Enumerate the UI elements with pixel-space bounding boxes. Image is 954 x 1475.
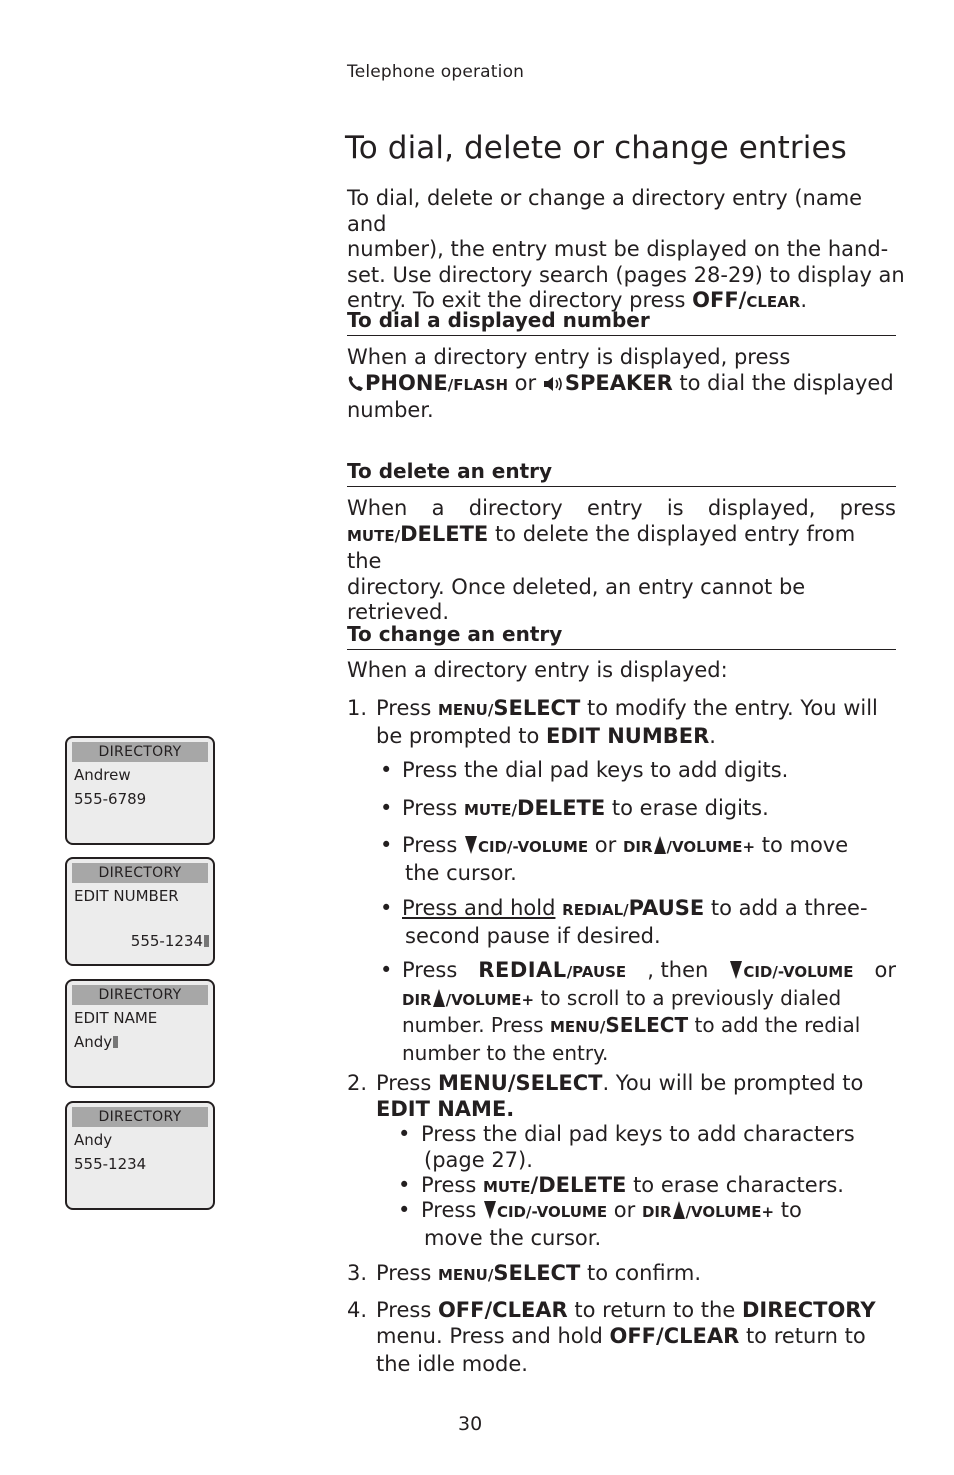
running-header: Telephone operation xyxy=(347,62,525,82)
dial-paragraph: When a directory entry is displayed, press PHONE/FLASH or SPEAKER to dial the displayed number. xyxy=(347,345,894,422)
down-arrow-icon xyxy=(464,835,478,861)
down-arrow-icon xyxy=(483,1200,497,1226)
heading-dial: To dial a displayed number xyxy=(347,308,896,336)
bullet-c3: Press CID/-VOLUME or DIR /VOLUME+ to move the cursor. xyxy=(421,1198,802,1250)
bullet-2: Press MUTE/DELETE to erase digits. xyxy=(402,796,769,820)
bullet-c2: Press MUTE/DELETE to erase characters. xyxy=(421,1173,844,1197)
bullet-5: Press REDIAL/PAUSE , then CID/-VOLUME or DIR /VOLUME+ to scroll to a previously dialed number. Press MENU/SELECT to add the redial number to the entry. xyxy=(402,958,896,1065)
page-number: 30 xyxy=(458,1413,483,1435)
handset-screen-4: DIRECTORY Andy 555-1234 xyxy=(65,1101,215,1210)
bullet: • xyxy=(398,1122,411,1146)
step-4: Press OFF/CLEAR to return to the DIRECTORY menu. Press and hold OFF/CLEAR to return to the idle mode. xyxy=(376,1298,876,1376)
text-cursor xyxy=(204,935,209,947)
up-arrow-icon xyxy=(653,835,667,861)
step-1: Press MENU/SELECT to modify the entry. You will be prompted to EDIT NUMBER. xyxy=(376,696,878,748)
bullet-c1: Press the dial pad keys to add characters (page 27). xyxy=(421,1122,855,1172)
handset-screen-2: DIRECTORY EDIT NUMBER 555-1234 xyxy=(65,857,215,966)
heading-change: To change an entry xyxy=(347,622,896,650)
heading-delete: To delete an entry xyxy=(347,459,896,487)
bullet: • xyxy=(380,758,393,782)
bullet-1: Press the dial pad keys to add digits. xyxy=(402,758,789,782)
delete-paragraph: When a directory entry is displayed, press MUTE/DELETE to delete the displayed entry from the directory. Once deleted, an entry cannot be retrieved. xyxy=(347,496,896,624)
handset-screen-1: DIRECTORY Andrew 555-6789 xyxy=(65,736,215,845)
change-intro: When a directory entry is displayed: xyxy=(347,658,728,682)
step-2: Press MENU/SELECT. You will be prompted to EDIT NAME. xyxy=(376,1071,864,1121)
text-cursor xyxy=(113,1036,118,1048)
up-arrow-icon xyxy=(672,1200,686,1226)
page-title: To dial, delete or change entries xyxy=(345,130,847,166)
step-number: 4. xyxy=(347,1298,368,1322)
bullet: • xyxy=(398,1198,411,1222)
up-arrow-icon xyxy=(432,988,446,1014)
step-number: 1. xyxy=(347,696,368,720)
bullet: • xyxy=(398,1173,411,1197)
step-number: 2. xyxy=(347,1071,368,1095)
phone-handset-icon xyxy=(347,373,365,399)
handset-screen-3: DIRECTORY EDIT NAME Andy xyxy=(65,979,215,1088)
intro-paragraph: To dial, delete or change a directory entry (name and number), the entry must be displayed on the hand- set. Use directory search (pages 28-29) to display an entry. To exit the directory press OFF/CLEAR. xyxy=(347,186,905,312)
bullet-3: Press CID/-VOLUME or DIR /VOLUME+ to move the cursor. xyxy=(402,833,849,885)
bullet: • xyxy=(380,796,393,820)
step-3: Press MENU/SELECT to confirm. xyxy=(376,1261,702,1285)
bullet: • xyxy=(380,958,393,982)
down-arrow-icon xyxy=(729,960,743,986)
step-number: 3. xyxy=(347,1261,368,1285)
bullet: • xyxy=(380,833,393,857)
bullet: • xyxy=(380,896,393,920)
bullet-4: Press and hold REDIAL/PAUSE to add a three- second pause if desired. xyxy=(402,896,868,948)
speaker-icon xyxy=(543,373,565,399)
